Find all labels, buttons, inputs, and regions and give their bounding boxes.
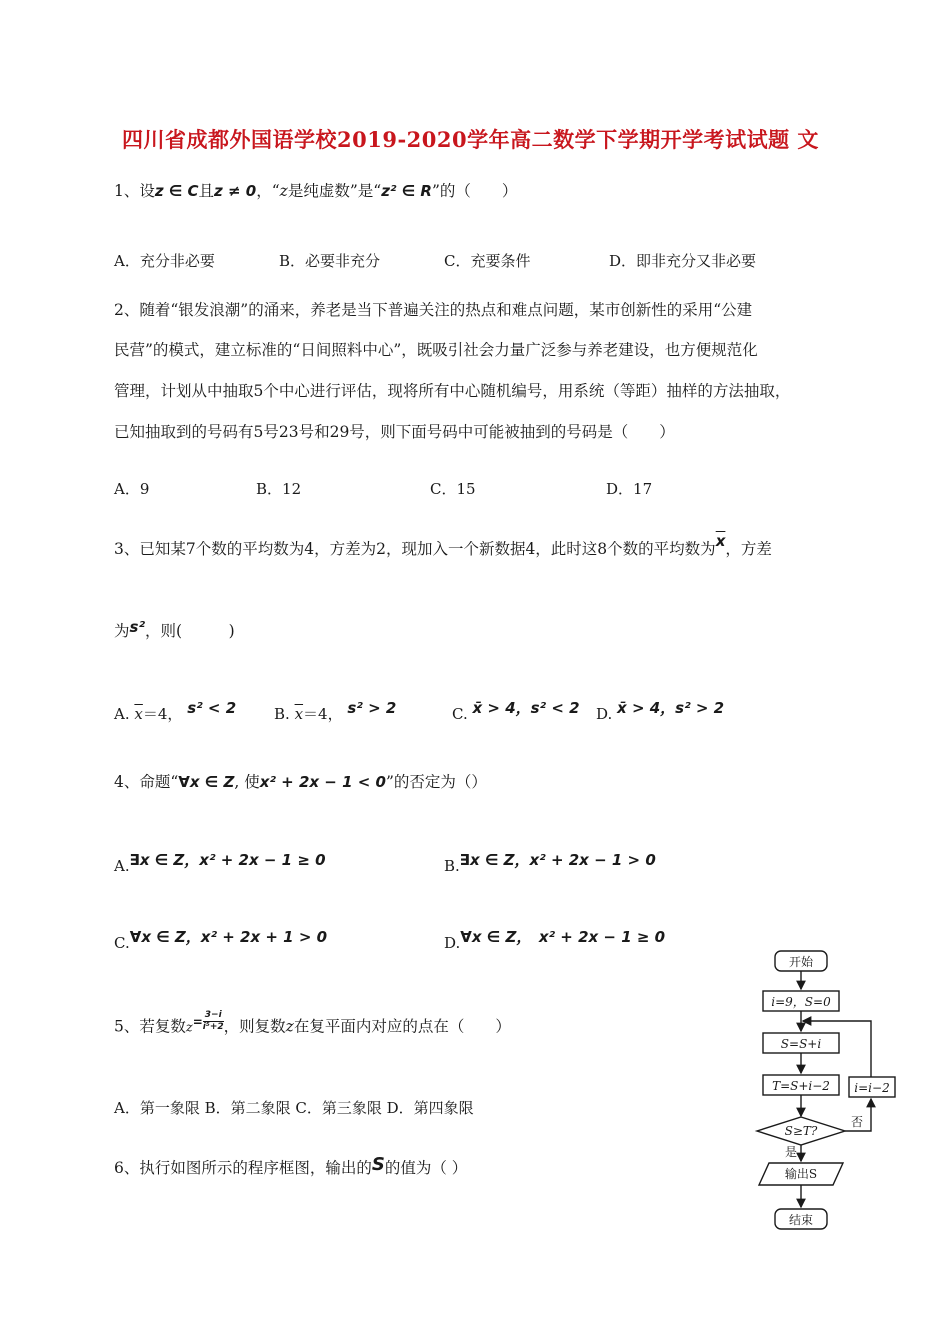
q6-s-var: S bbox=[371, 1154, 385, 1175]
q1-text-3: 是纯虚数”是“ bbox=[287, 182, 382, 200]
q4-option-a: A.∃x ∈ Z，x² + 2x − 1 ≥ 0 bbox=[114, 851, 326, 875]
q1-option-c: C．充要条件 bbox=[444, 252, 531, 270]
q5-text-2: ，则复数 bbox=[223, 1017, 286, 1036]
q4-option-b: B.∃x ∈ Z，x² + 2x − 1 > 0 bbox=[444, 851, 656, 875]
q3-option-c: C. x̄ > 4，s² < 2 bbox=[452, 699, 580, 723]
flow-step1-label: S=S+i bbox=[780, 1037, 822, 1051]
q5-z-var: z bbox=[185, 1020, 193, 1036]
flow-step2-label: T=S+i−2 bbox=[772, 1079, 830, 1093]
q3-text-2b: ，则( ) bbox=[145, 622, 235, 640]
q3-line-2 bbox=[114, 618, 235, 640]
q5-options: A．第一象限 B．第二象限 C．第三象限 D．第四象限 bbox=[114, 1099, 474, 1117]
q1-option-b: B．必要非充分 bbox=[279, 252, 381, 270]
page-title: 四川省成都外国语学校2019-2020学年高二数学下学期开学考试试题 文 bbox=[122, 127, 819, 152]
q3-text-1b: ，方差 bbox=[725, 540, 772, 558]
q2-option-d: D．17 bbox=[606, 480, 653, 498]
q1-z-var: z bbox=[279, 182, 288, 200]
q2-option-b: B．12 bbox=[256, 480, 302, 498]
q3-xbar: $\overline{x}$ bbox=[715, 532, 726, 550]
q1-text-4: ”的（ ） bbox=[431, 182, 518, 200]
q1-number: 1、设 bbox=[114, 182, 155, 200]
q5-equals: = bbox=[192, 1014, 203, 1029]
q2-option-a: A．9 bbox=[114, 480, 150, 498]
q3-option-b: B. $\overline{x}=4$， s² > 2 bbox=[274, 699, 397, 723]
q2-line-2: 民营”的模式，建立标准的“日间照料中心”，既吸引社会力量广泛参与养老建设，也方便规范化 bbox=[114, 341, 758, 359]
q6-text-2: 的值为（ ） bbox=[384, 1159, 468, 1177]
q5-numerator: 3−i bbox=[204, 1010, 222, 1020]
q4-math-inequality: x² + 2x − 1 < 0 bbox=[259, 773, 386, 791]
q3-line-1 bbox=[114, 532, 772, 558]
q1-text-2: ，“ bbox=[256, 182, 280, 200]
question-5 bbox=[114, 1010, 511, 1039]
question-1 bbox=[114, 184, 517, 200]
q1-math-z2-in-r: z² ∈ R bbox=[381, 182, 432, 200]
q2-line-4: 已知抽取到的号码有5号23号和29号，则下面号码中可能被抽到的号码是（ ） bbox=[114, 423, 675, 441]
q1-math-z-in-c: z ∈ C bbox=[154, 182, 199, 200]
flow-update-label: i=i−2 bbox=[854, 1081, 890, 1095]
q5-text-3: 在复平面内对应的点在（ ） bbox=[293, 1017, 511, 1036]
q5-fraction bbox=[203, 1010, 224, 1033]
q4-option-d: D.∀x ∈ Z， x² + 2x − 1 ≥ 0 bbox=[444, 928, 666, 952]
flow-output-label: 输出S bbox=[784, 1167, 818, 1181]
q3-text-2a: 为 bbox=[114, 622, 130, 640]
q2-line-3: 管理，计划从中抽取5个中心进行评估，现将所有中心随机编号，用系统（等距）抽样的方法抽取， bbox=[114, 382, 791, 400]
q1-text-and: 且 bbox=[198, 182, 215, 200]
q4-math-forall: ∀x ∈ Z bbox=[178, 773, 235, 791]
q1-math-z-nonzero: z ≠ 0 bbox=[214, 182, 257, 200]
q3-option-d: D. x̄ > 4，s² > 2 bbox=[596, 699, 725, 723]
q2-line-1: 2、随着“银发浪潮”的涌来，养老是当下普遍关注的热点和难点问题，某市创新性的采用“公建 bbox=[114, 301, 753, 319]
q5-text-1: 5、若复数 bbox=[114, 1017, 186, 1036]
flow-start-label: 开始 bbox=[788, 955, 814, 969]
question-6 bbox=[114, 1154, 468, 1177]
flow-yes-label: 是 bbox=[784, 1145, 798, 1159]
q4-text-2: , 使 bbox=[234, 773, 260, 791]
q4-option-c: C.∀x ∈ Z，x² + 2x + 1 > 0 bbox=[114, 928, 328, 952]
q1-option-a: A．充分非必要 bbox=[114, 252, 215, 270]
q2-option-c: C．15 bbox=[430, 480, 476, 498]
flow-init-label: i=9，S=0 bbox=[771, 995, 831, 1009]
q3-text-1a: 3、已知某7个数的平均数为4，方差为2，现加入一个新数据4，此时这8个数的平均数为 bbox=[114, 540, 716, 558]
question-4 bbox=[114, 775, 487, 791]
q4-text-3: ”的否定为（） bbox=[386, 773, 487, 791]
flow-end-label: 结束 bbox=[788, 1213, 814, 1227]
q4-text-1: 4、命题“ bbox=[114, 773, 179, 791]
q5-denominator: i⁵+2 bbox=[202, 1022, 224, 1032]
q5-z-var-2: z bbox=[285, 1017, 294, 1036]
q3-s-squared: s² bbox=[129, 618, 146, 636]
flow-cond-label: S≥T? bbox=[784, 1124, 818, 1138]
flow-no-label: 否 bbox=[850, 1115, 864, 1129]
q3-option-a: A. $\overline{x}=4$， s² < 2 bbox=[114, 699, 237, 723]
q6-text-1: 6、执行如图所示的程序框图，输出的 bbox=[114, 1159, 372, 1177]
q1-option-d: D．即非充分又非必要 bbox=[609, 252, 757, 270]
flowchart bbox=[745, 945, 905, 1235]
